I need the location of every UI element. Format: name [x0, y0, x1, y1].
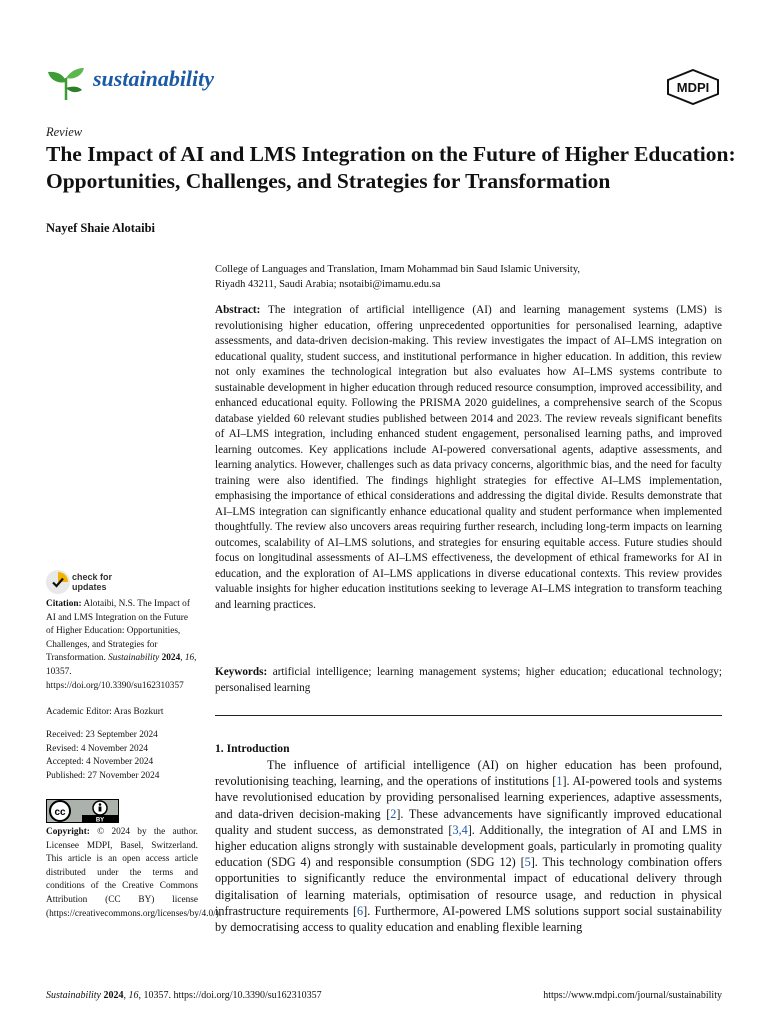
keywords [215, 665, 722, 696]
citation-block: Citation: Alotaibi, N.S. The Impact of AI and LMS Integration on the Future of Higher Education: Opportunities, Challenges, and Strategies for Transformation. Sustainability 2024, 16, 10357. https://doi.org/10.3390/su162310357 [46, 599, 197, 691]
affiliation [215, 262, 722, 292]
check-updates-label [72, 572, 112, 592]
svg-text:cc: cc [54, 807, 66, 818]
copyright-label: Copyright: [46, 827, 90, 837]
accepted-date: Accepted: 4 November 2024 [46, 757, 154, 768]
keywords-label: Keywords: [215, 666, 268, 678]
intro-text-6: ]. Furthermore, AI-powered LMS solutions support social sustainability by democratising access to quality education and enabling flexible learning [215, 903, 722, 935]
affiliation-line-2: Riyadh 43211, Saudi Arabia; nsotaibi@imamu.edu.sa [215, 279, 441, 290]
abstract-label: Abstract: [215, 304, 261, 316]
citation-volume: 16 [184, 653, 195, 664]
section-divider [215, 715, 722, 716]
received-date: Received: 23 September 2024 [46, 730, 158, 740]
publication-dates [46, 729, 198, 783]
cc-by-license-badge[interactable] [46, 799, 119, 823]
affiliation-line-1: College of Languages and Translation, Imam Mohammad bin Saud Islamic University, [215, 264, 581, 275]
abstract [215, 303, 722, 613]
article-type: Review [46, 125, 83, 139]
citation-link[interactable]: 6 [357, 903, 364, 918]
cc-by-label: BY [95, 817, 105, 823]
author-name[interactable]: Nayef Shaie Alotaibi [46, 221, 156, 235]
intro-paragraph [215, 757, 722, 935]
journal-name[interactable]: sustainability [93, 66, 215, 91]
citation-link[interactable]: 1 [556, 774, 563, 789]
intro-text-4: ]. Additionally, the integration of AI and LMS in higher education aligns strongly with sustainable development goals, particularly in promoting quality education (SDG 4) and responsible consumption (SDG 12) [ [215, 822, 722, 870]
publisher-name: MDPI [676, 80, 710, 95]
footer-year: 2024 [103, 990, 124, 1001]
sustainability-leaf-logo [46, 62, 86, 102]
intro-text-3: ]. These advancements have significantly improved educational quality and student success, as demonstrated [ [215, 806, 722, 837]
citation-doi[interactable]: , 10357. https://doi.org/10.3390/su162310357 [46, 653, 197, 691]
mdpi-logo[interactable] [666, 69, 720, 105]
revised-date: Revised: 4 November 2024 [46, 743, 148, 754]
check-updates-line-2: updates [72, 582, 107, 592]
intro-text-1: The influence of artificial intelligence (AI) on higher education has been profound, revolutionising teaching, learning, and the operations of institutions [ [215, 758, 722, 789]
published-date: Published: 27 November 2024 [46, 770, 160, 781]
check-updates-line-1: check for [72, 572, 113, 582]
footer-doi[interactable]: , 10357. https://doi.org/10.3390/su162310357 [138, 990, 322, 1001]
footer-volume: 16 [128, 990, 139, 1001]
academic-editor: Academic Editor: Aras Bozkurt [46, 707, 164, 717]
intro-text-2: ]. AI-powered tools and systems have revolutionised education by providing personalised learning experiences, adaptive assessments, and data-driven decision-making [ [215, 774, 722, 821]
citation-link[interactable]: 2 [390, 806, 397, 821]
footer-journal: Sustainability [46, 990, 101, 1001]
section-heading: 1. Introduction [215, 742, 290, 755]
citation-label: Citation: [46, 599, 82, 609]
citation-year: 2024 [161, 653, 181, 664]
intro-text-5: ]. This technology combination offers opportunities to significantly reduce the environmental impact of educational delivery through digitalisation of learning materials, optimisation of resource usage, and reduction in physical infrastructure requirements [ [215, 855, 722, 918]
citation-journal: Sustainability [108, 653, 160, 664]
article-title: The Impact of AI and LMS Integration on the Future of Higher Education: Opportunities, Challenges, and Strategies for Transformation [46, 142, 736, 193]
abstract-text: The integration of artificial intelligence (AI) and learning management systems (LMS) is revolutionising higher education, offering unprecedented opportunities for personalised learning, adaptive assessments, and data-driven decision-making. This review investigates the impact of AI–LMS integration on educational quality, student success, and institutional performance in higher education. In addition, this review not only examines the technological integration but also evaluates how AI–LMS systems contribute to sustainable development in higher education through reduced resource consumption, improved accessibility, and enhanced educational equity. Following the PRISMA 2020 guidelines, a comprehensive search of the Scopus database yielded 60 relevant studies published between 2014 and 2023. The review reveals significant benefits of AI–LMS integration, including enhanced student engagement, personalised learning paths, and improved learning outcomes. Key applications include AI-powered conversational agents, adaptive assessments, and learning analytics. However, challenges such as data privacy concerns, algorithmic bias, and the need for faculty training were also identified. The findings highlight strategies for effective AI–LMS implementation, emphasising the importance of ethical considerations and addressing the digital divide. Results demonstrate that AI–LMS integration can significantly enhance educational quality and student performance when implemented thoughtfully. The review also uncovers areas requiring further research, including long-term impacts on learning outcomes, scalability of AI–LMS solutions, and strategies for ensuring equitable access. Future studies should focus on longitudinal assessments of AI–LMS effectiveness, the development of ethical frameworks for AI in education, and the exploration of AI–LMS applications in diverse educational contexts. This review provides valuable insights for higher education institutions seeking to leverage AI–LMS integration to transform teaching and learning practices. [215, 304, 722, 611]
citation-text: Alotaibi, N.S. The Impact of AI and LMS Integration on the Future of Higher Education: Opportunities, Challenges, and Strategies for Transformation. [46, 599, 190, 664]
footer-citation: Sustainability 2024, 16, 10357. https://doi.org/10.3390/su162310357 [46, 990, 322, 1001]
copyright-notice [46, 826, 222, 921]
footer-journal-url[interactable]: https://www.mdpi.com/journal/sustainability [543, 990, 722, 1001]
check-updates-icon [46, 570, 70, 594]
citation-link[interactable]: 3,4 [452, 822, 468, 837]
check-for-updates-button[interactable] [46, 570, 166, 596]
keywords-text: artificial intelligence; learning management systems; higher education; educational technology; personalised learning [215, 666, 723, 694]
citation-link[interactable]: 5 [524, 855, 531, 870]
copyright-text: © 2024 by the author. Licensee MDPI, Basel, Switzerland. This article is an open access article distributed under the terms and conditions of the Creative Commons Attribution (CC BY) license (https://creativecommons.org/licenses/by/4.0/). [46, 827, 222, 919]
